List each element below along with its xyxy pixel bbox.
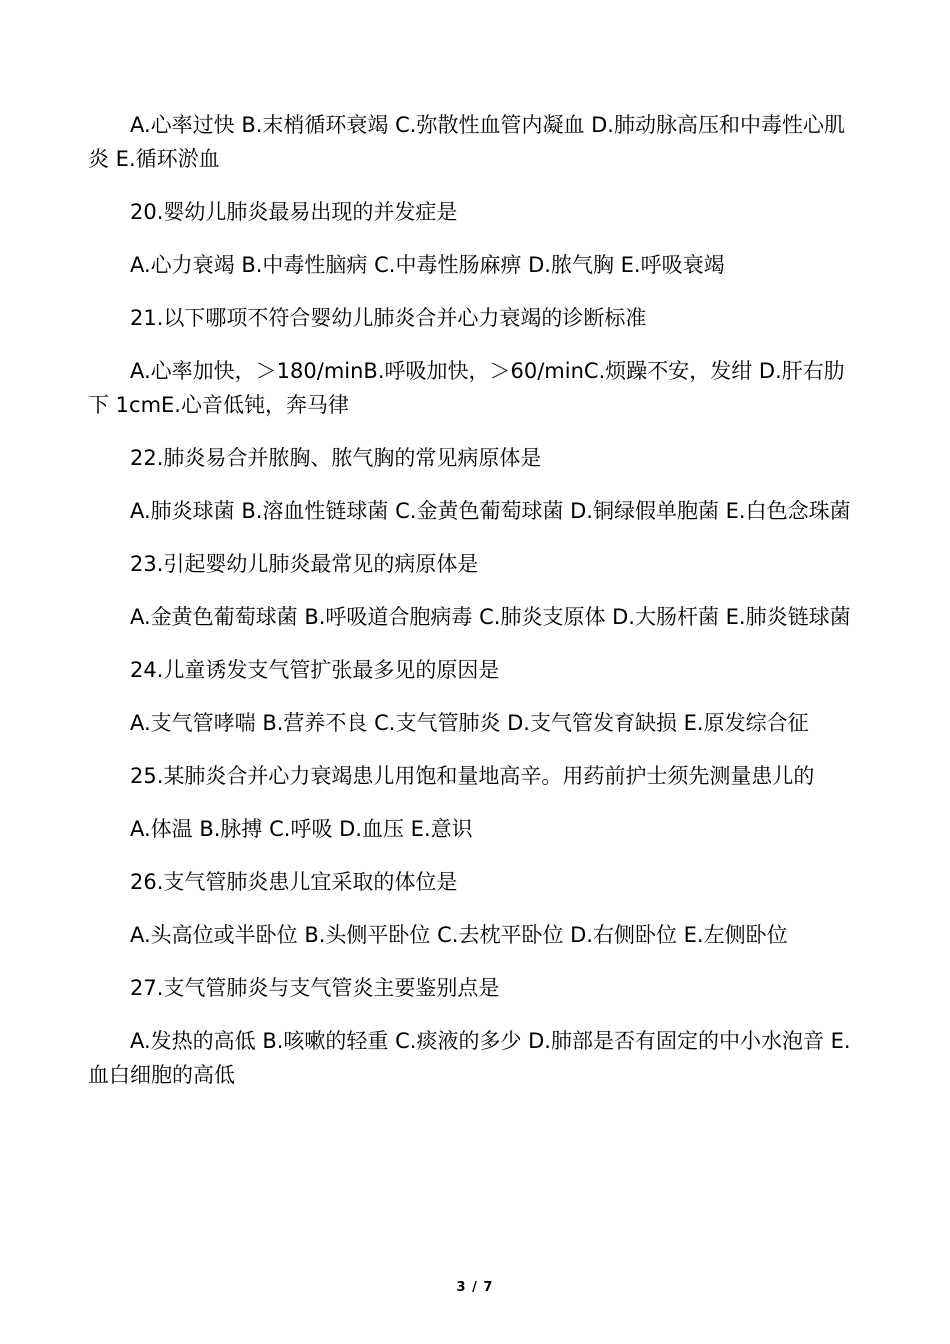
question-26: 26.支气管肺炎患儿宜采取的体位是 <box>130 870 458 894</box>
answer-options-23: A.金黄色葡萄球菌 B.呼吸道合胞病毒 C.肺炎支原体 D.大肠杆菌 E.肺炎链球菌 <box>130 605 851 629</box>
question-27: 27.支气管肺炎与支气管炎主要鉴别点是 <box>130 976 500 1000</box>
question-24: 24.儿童诱发支气管扩张最多见的原因是 <box>130 658 500 682</box>
answer-options-21: A.心率加快，＞180/minB.呼吸加快，＞60/minC.烦躁不安，发绀 D.肝右肋下 1cmE.心音低钝，奔马律 <box>88 359 845 417</box>
answer-options-27: A.发热的高低 B.咳嗽的轻重 C.痰液的多少 D.肺部是否有固定的中小水泡音 E.血白细胞的高低 <box>88 1029 851 1087</box>
answer-options-25: A.体温 B.脉搏 C.呼吸 D.血压 E.意识 <box>130 817 473 841</box>
answer-options-22: A.肺炎球菌 B.溶血性链球菌 C.金黄色葡萄球菌 D.铜绿假单胞菌 E.白色念珠菌 <box>130 499 851 523</box>
answer-options-26: A.头高位或半卧位 B.头侧平卧位 C.去枕平卧位 D.右侧卧位 E.左侧卧位 <box>130 923 788 947</box>
answer-options-19: A.心率过快 B.末梢循环衰竭 C.弥散性血管内凝血 D.肺动脉高压和中毒性心肌炎 E.循环淤血 <box>88 113 845 171</box>
question-20: 20.婴幼儿肺炎最易出现的并发症是 <box>130 200 458 224</box>
document-body <box>88 108 854 1111</box>
question-21: 21.以下哪项不符合婴幼儿肺炎合并心力衰竭的诊断标准 <box>130 306 647 330</box>
answer-options-24: A.支气管哮喘 B.营养不良 C.支气管肺炎 D.支气管发育缺损 E.原发综合征 <box>130 711 809 735</box>
question-22: 22.肺炎易合并脓胸、脓气胸的常见病原体是 <box>130 446 542 470</box>
answer-options-20: A.心力衰竭 B.中毒性脑病 C.中毒性肠麻痹 D.脓气胸 E.呼吸衰竭 <box>130 253 725 277</box>
question-23: 23.引起婴幼儿肺炎最常见的病原体是 <box>130 552 479 576</box>
question-25: 25.某肺炎合并心力衰竭患儿用饱和量地高辛。用药前护士须先测量患儿的 <box>130 764 815 788</box>
page-number: 3 / 7 <box>456 1280 494 1295</box>
